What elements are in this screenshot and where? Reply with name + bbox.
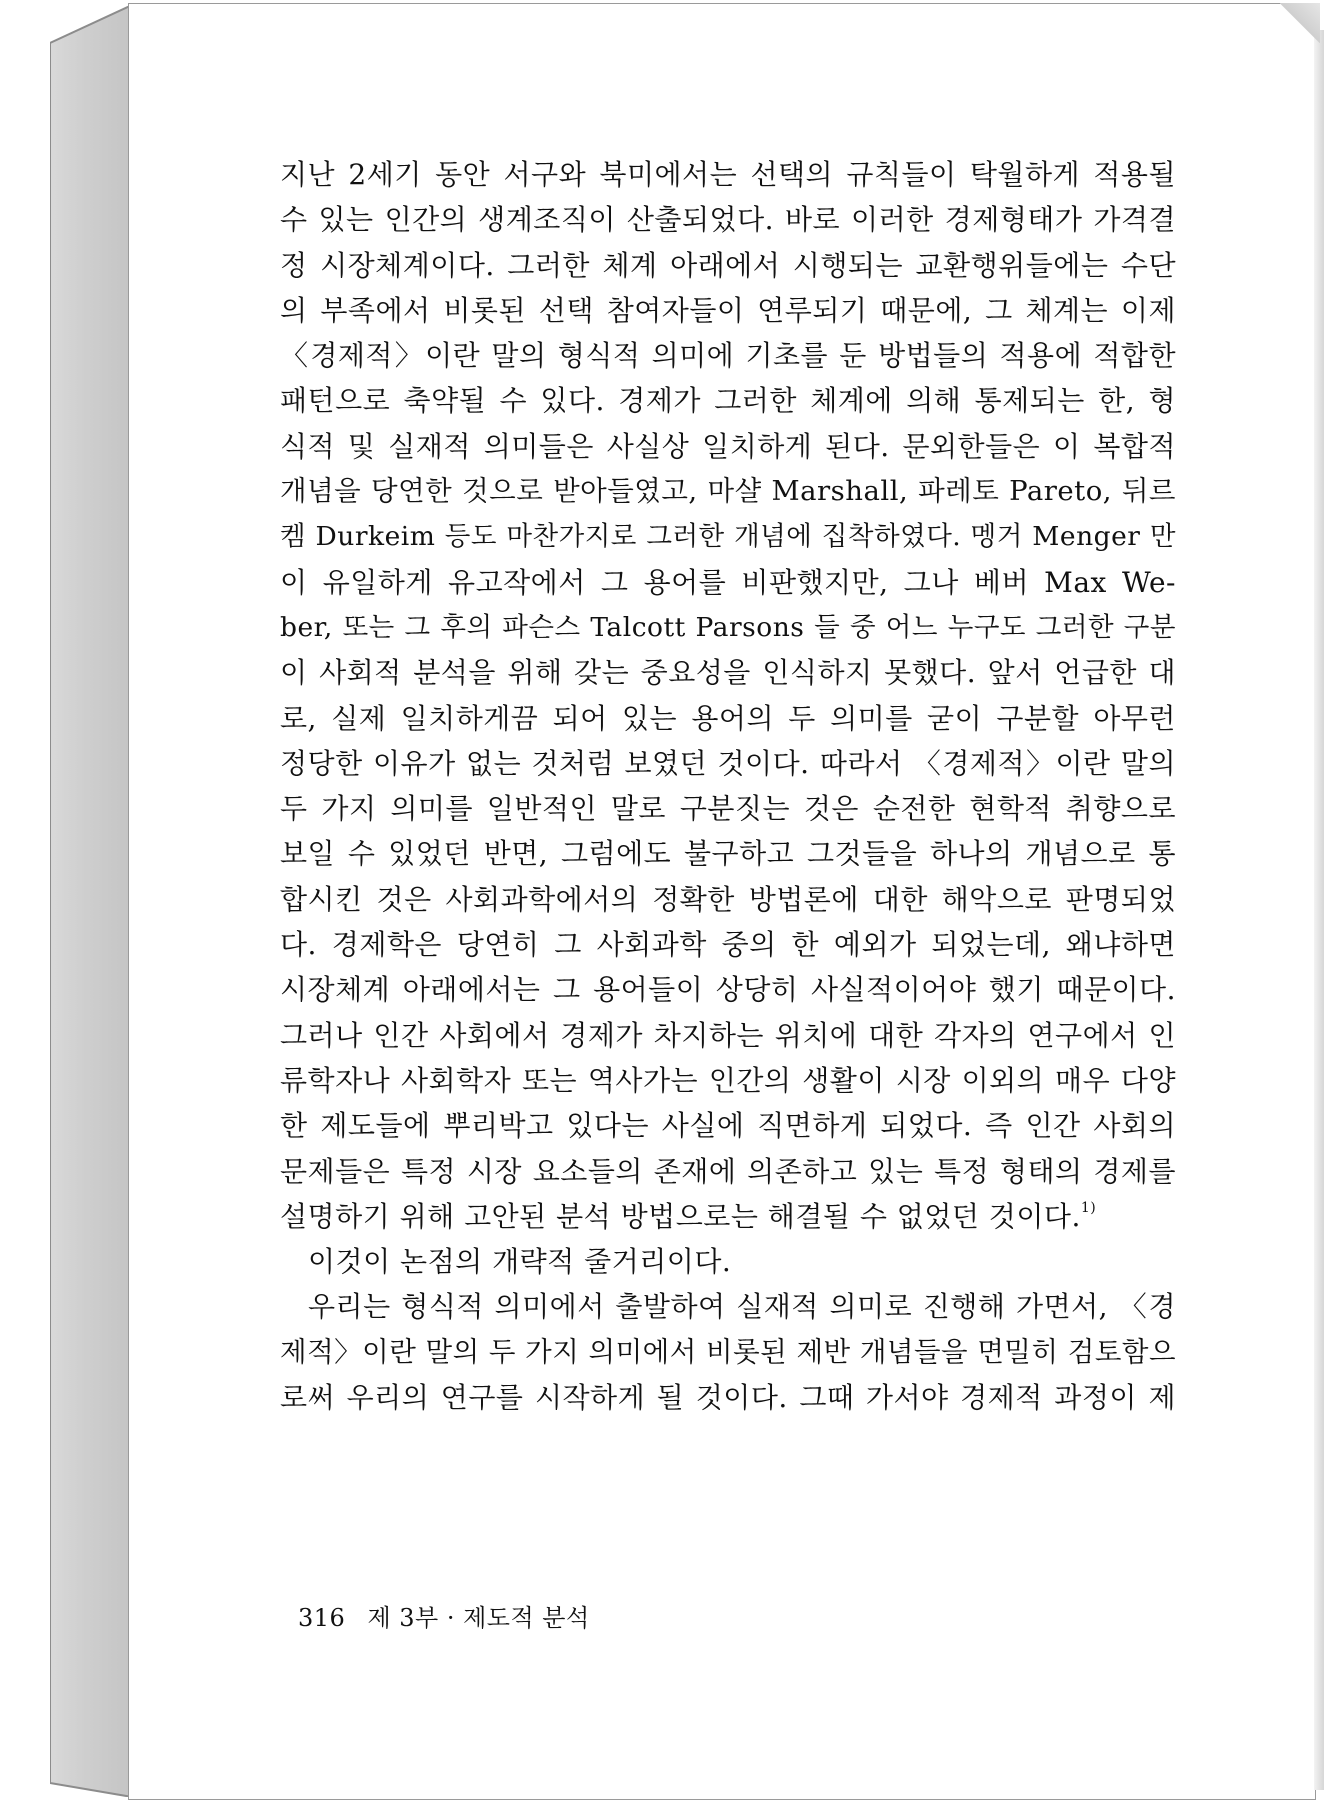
text-line: 의 부족에서 비롯된 선택 참여자들이 연루되기 때문에, 그 체계는 이제 [280, 293, 1176, 327]
text-line-last [280, 1194, 1176, 1239]
text-line: 개념을 당연한 것으로 받아들였고, 마샬 Marshall, 파레토 Pareto, 뒤르 [280, 475, 1176, 508]
paragraph-2 [280, 1239, 1176, 1284]
page-corner-fold [1280, 3, 1320, 43]
page-footer [298, 1598, 590, 1633]
running-footer-section: 제 3부 · 제도적 분석 [367, 1604, 590, 1632]
text-line: 패턴으로 축약될 수 있다. 경제가 그러한 체계에 의해 통제되는 한, 형 [280, 384, 1176, 418]
body-text [280, 152, 1176, 1420]
paragraph-1 [280, 152, 1176, 1239]
text-line: 보일 수 있었던 반면, 그럼에도 불구하고 그것들을 하나의 개념으로 통 [280, 837, 1176, 871]
page-right-edge [1314, 30, 1324, 1790]
book-spine-edge [50, 5, 132, 1797]
footnote-marker: 1) [1080, 1199, 1097, 1216]
text-line: 우리는 형식적 의미에서 출발하여 실재적 의미로 진행해 가면서, 〈경 [308, 1290, 1176, 1324]
text-line: 로, 실제 일치하게끔 되어 있는 용어의 두 의미를 굳이 구분할 아무런 [280, 701, 1176, 735]
text-line: 지난 2세기 동안 서구와 북미에서는 선택의 규칙들이 탁월하게 적용될 [280, 158, 1176, 191]
text-line: 로써 우리의 연구를 시작하게 될 것이다. 그때 가서야 경제적 과정이 제 [280, 1381, 1176, 1415]
text-line: 설명하기 위해 고안된 분석 방법으로는 해결될 수 없었던 것이다. [280, 1199, 1081, 1233]
text-line: 켐 Durkeim 등도 마찬가지로 그러한 개념에 집착하였다. 멩거 Menger 만 [280, 521, 1176, 553]
text-line: 다. 경제학은 당연히 그 사회과학 중의 한 예외가 되었는데, 왜냐하면 [280, 928, 1176, 962]
text-line: ber, 또는 그 후의 파슨스 Talcott Parsons 들 중 어느 누구도 그러한 구분 [280, 611, 1176, 643]
text-line: 한 제도들에 뿌리박고 있다는 사실에 직면하게 되었다. 즉 인간 사회의 [280, 1109, 1176, 1143]
text-line: 그러나 인간 사회에서 경제가 차지하는 위치에 대한 각자의 연구에서 인 [280, 1018, 1176, 1052]
text-line: 두 가지 의미를 일반적인 말로 구분짓는 것은 순전한 현학적 취향으로 [280, 792, 1176, 826]
text-line: 합시킨 것은 사회과학에서의 정확한 방법론에 대한 해악으로 판명되었 [280, 882, 1176, 916]
text-line: 이 사회적 분석을 위해 갖는 중요성을 인식하지 못했다. 앞서 언급한 대 [280, 656, 1176, 690]
text-line: 식적 및 실재적 의미들은 사실상 일치하게 된다. 문외한들은 이 복합적 [280, 429, 1176, 463]
page-number: 316 [298, 1604, 346, 1632]
text-line: 수 있는 인간의 생계조직이 산출되었다. 바로 이러한 경제형태가 가격결 [280, 203, 1176, 237]
text-line: 〈경제적〉이란 말의 형식적 의미에 기초를 둔 방법들의 적용에 적합한 [280, 339, 1176, 373]
text-line: 이것이 논점의 개략적 줄거리이다. [308, 1245, 732, 1279]
paragraph-3 [280, 1284, 1176, 1420]
text-line: 류학자나 사회학자 또는 역사가는 인간의 생활이 시장 이외의 매우 다양 [280, 1063, 1176, 1097]
text-line: 시장체계 아래에서는 그 용어들이 상당히 사실적이어야 했기 때문이다. [280, 973, 1176, 1007]
text-line: 정 시장체계이다. 그러한 체계 아래에서 시행되는 교환행위들에는 수단 [280, 248, 1176, 282]
text-line: 제적〉이란 말의 두 가지 의미에서 비롯된 제반 개념들을 면밀히 검토함으 [280, 1335, 1177, 1368]
text-line: 이 유일하게 유고작에서 그 용어를 비판했지만, 그나 베버 Max We- [280, 565, 1176, 599]
text-line: 문제들은 특정 시장 요소들의 존재에 의존하고 있는 특정 형태의 경제를 [280, 1154, 1176, 1188]
text-line: 정당한 이유가 없는 것처럼 보였던 것이다. 따라서 〈경제적〉이란 말의 [280, 746, 1176, 780]
